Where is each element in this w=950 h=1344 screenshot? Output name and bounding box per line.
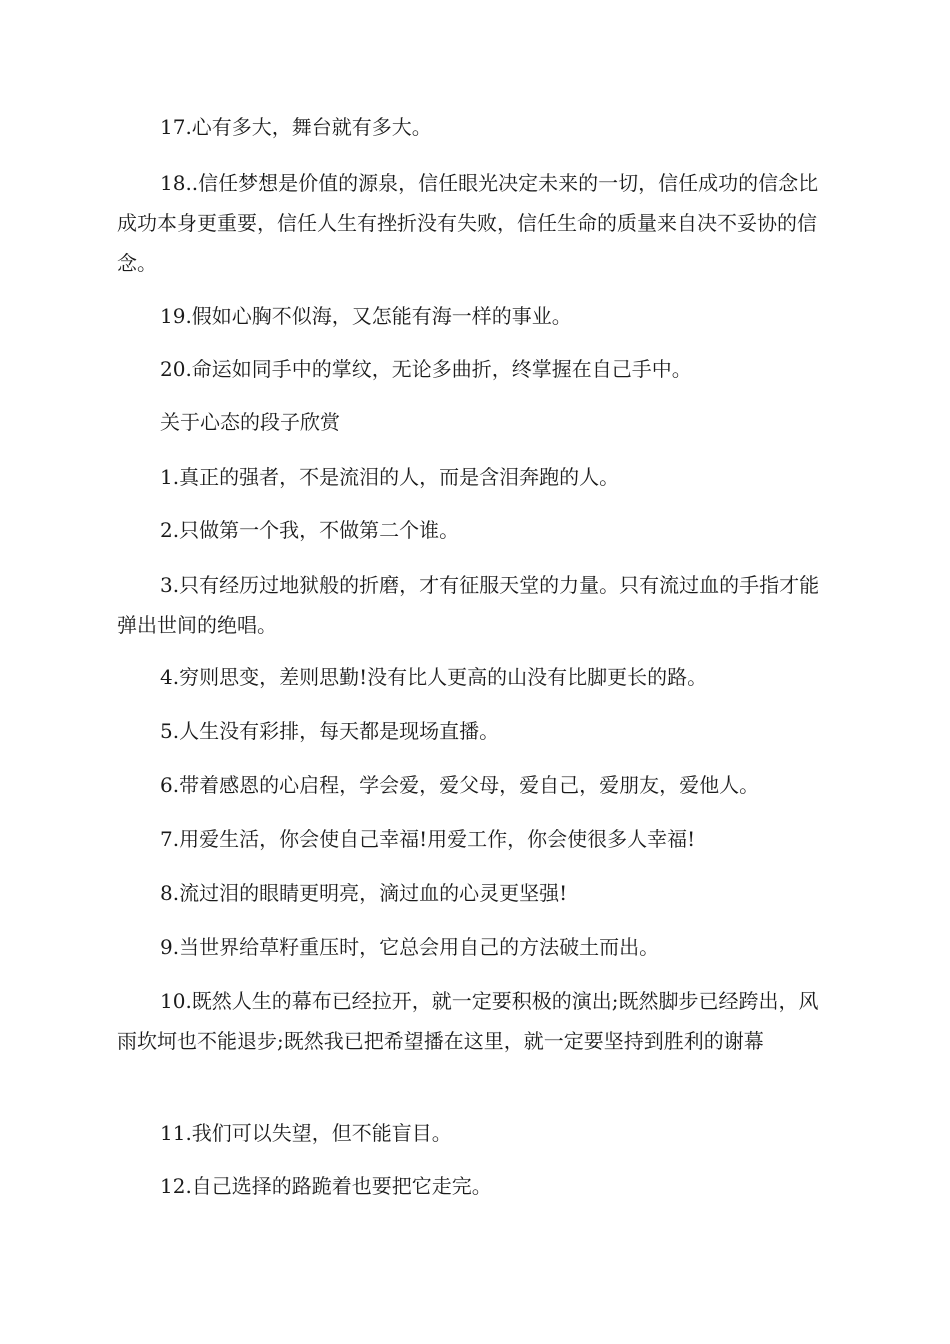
section-heading: 关于心态的段子欣赏	[160, 410, 340, 434]
list-item-3: 3.只有经历过地狱般的折磨，才有征服天堂的力量。只有流过血的手指才能弹出世间的绝唱。	[117, 573, 820, 637]
paragraph-20: 20.命运如同手中的掌纹，无论多曲折，终掌握在自己手中。	[160, 357, 692, 381]
list-item-12: 12.自己选择的路跪着也要把它走完。	[160, 1174, 492, 1198]
list-item-8: 8.流过泪的眼睛更明亮，滴过血的心灵更坚强!	[160, 881, 568, 905]
list-item-10: 10.既然人生的幕布已经拉开，就一定要积极的演出;既然脚步已经跨出，风雨坎坷也不能退步;既然我已把希望播在这里，就一定要坚持到胜利的谢幕	[117, 989, 819, 1053]
paragraph-19: 19.假如心胸不似海，又怎能有海一样的事业。	[160, 304, 572, 328]
list-item-5: 5.人生没有彩排，每天都是现场直播。	[160, 719, 500, 743]
list-item-11: 11.我们可以失望，但不能盲目。	[160, 1121, 452, 1145]
list-item-7: 7.用爱生活，你会使自己幸福!用爱工作，你会使很多人幸福!	[160, 827, 696, 851]
paragraph-18: 18..信任梦想是价值的源泉，信任眼光决定未来的一切，信任成功的信念比成功本身更重要，信任人生有挫折没有失败，信任生命的质量来自决不妥协的信念。	[117, 171, 819, 275]
list-item-2: 2.只做第一个我，不做第二个谁。	[160, 518, 460, 542]
list-item-1: 1.真正的强者，不是流泪的人，而是含泪奔跑的人。	[160, 465, 620, 489]
list-item-9: 9.当世界给草籽重压时，它总会用自己的方法破土而出。	[160, 935, 660, 959]
paragraph-17: 17.心有多大，舞台就有多大。	[160, 115, 432, 139]
list-item-6: 6.带着感恩的心启程，学会爱，爱父母，爱自己，爱朋友，爱他人。	[160, 773, 760, 797]
list-item-4: 4.穷则思变，差则思勤!没有比人更高的山没有比脚更长的路。	[160, 665, 708, 689]
